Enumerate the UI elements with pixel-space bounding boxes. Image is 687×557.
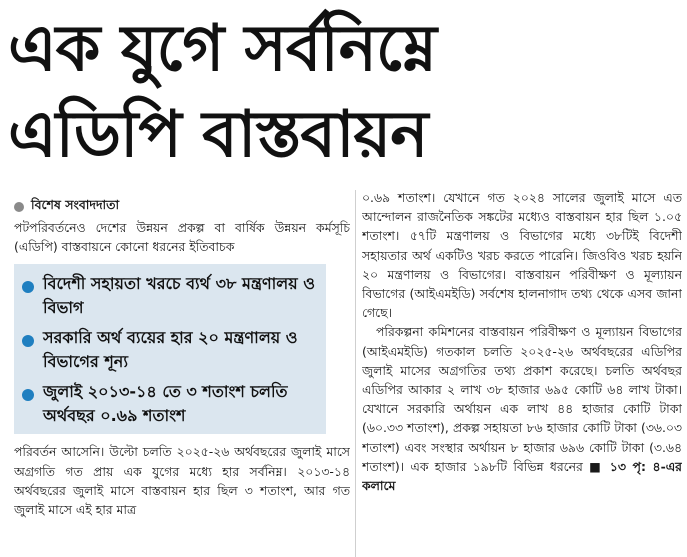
headline [8,6,683,178]
byline-dot-icon [14,202,24,212]
body-paragraph: ০.৬৯ শতাংশ। যেখানে গত ২০২৪ সালের জুলাই মাসে এত আন্দোলন রাজনৈতিক সঙ্কটের মধ্যেও বাস্তবায়ন হার ছিল ১.০৫ শতাংশ। ৫৭টি মন্ত্রণালয় ও বিভাগের মধ্যে ৩৮টিই বিদেশী সহায়তার অর্থ একটিও খরচ করতে পারেনি। জিওবিও খরচ হয়নি ২০ মন্ত্রণালয় ও বিভাগের। বাস্তবায়ন পরিবীক্ষণ ও মূল্যায়ন বিভাগের (আইএমইডি) সর্বশেষ হালনাগাদ তথ্য থেকে এসব জানা গেছে। [362,190,682,321]
highlight-text: সরকারি অর্থ ব্যয়ের হার ২০ মন্ত্রণালয় ও বিভাগের শূন্য [43,328,298,372]
left-column [14,196,350,557]
body-paragraph [362,322,682,495]
highlights-box [14,264,326,434]
bullet-icon [22,335,34,347]
byline [14,196,350,218]
byline-text: বিশেষ সংবাদদাতা [31,197,120,212]
highlight-text: বিদেশী সহায়তা খরচে ব্যর্থ ৩৮ মন্ত্রণালয় ও বিভাগ [43,274,315,318]
paragraph-text: পরিকল্পনা কমিশনের বাস্তবায়ন পরিবীক্ষণ ও মূল্যায়ন বিভাগের (আইএমইডি) গতকাল চলতি ২০২৫-২৬ অর্থবছরের এডিপির জুলাই মাসের অগ্রগতির তথ্য প্রকাশ করেছে। চলতি অর্থবছর এডিপির আকার ২ লাখ ৩৮ হাজার ৬৯৫ কোটি ৬৪ লাখ টাকা। যেখানে সরকারি অর্থায়ন এক লাখ ৪৪ হাজার কোটি টাকা (৬০.৩৩ শতাংশ), প্রকল্প সহায়তা ৮৬ হাজার কোটি টাকা (৩৬.০৩ শতাংশ) এবং সংস্থার অর্থায়ন ৮ হাজার ৬৯৬ কোটি টাকা (৩.৬৪ শতাংশ)। এক হাজার ১৯৮টি বিভিন্ন ধরনের [362,324,682,474]
headline-line-1: এক যুগে সর্বনিম্নে [8,12,437,86]
bullet-icon [22,389,34,401]
highlight-item [22,272,318,320]
body-paragraph: পরিবর্তন আসেনি। উল্টো চলতি ২০২৫-২৬ অর্থবছরের জুলাই মাসে অগ্রগতি গত প্রায় এক যুগের মধ্যে হার সর্বনিম্ন। ২০১৩-১৪ অর্থবছরের জুলাই মাসে বাস্তবায়ন হার ছিল ৩ শতাংশ, আর গত জুলাই মাসে এই হার মাত্র [14,444,350,518]
highlight-item [22,380,318,428]
bullet-icon [22,281,34,293]
intro-paragraph: পটপরিবর্তনেও দেশের উন্নয়ন প্রকল্প বা বার্ষিক উন্নয়ন কর্মসূচি (এডিপি) বাস্তবায়নে কোনো ধরনের ইতিবাচক [14,220,350,255]
column-divider [355,190,356,557]
right-column [362,188,682,557]
continued-on-link[interactable]: ■ ১৩ পৃ: ৪-এর কলামে [362,458,682,494]
highlight-item [22,326,318,374]
highlight-text: জুলাই ২০১৩-১৪ তে ৩ শতাংশ চলতি অর্থবছর ০.৬৯ শতাংশ [43,382,288,426]
headline-line-2: এডিপি বাস্তবায়ন [8,98,428,172]
